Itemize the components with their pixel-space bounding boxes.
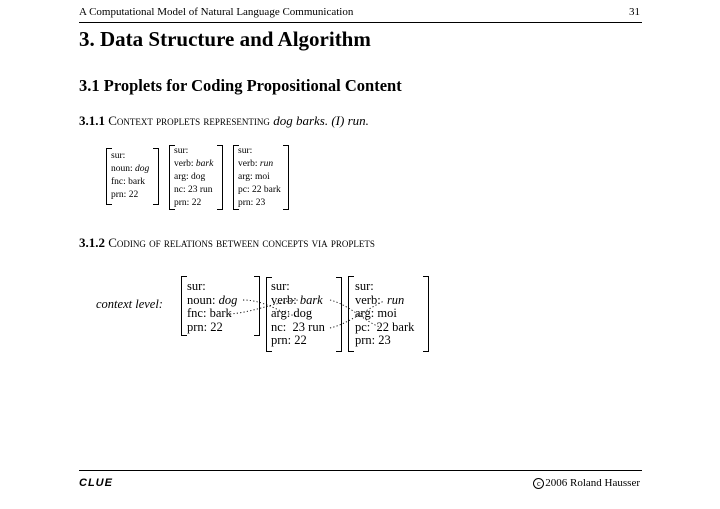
proplet-line: sur: — [355, 279, 374, 293]
proplet-line: sur: — [174, 146, 189, 156]
proplet-line: noun: dog — [111, 164, 150, 174]
subsubsection-text: Context proplets representing — [108, 113, 270, 128]
proplet-line: arg: dog — [174, 172, 206, 182]
running-header-title: A Computational Model of Natural Language Communication — [79, 6, 354, 18]
proplet-line: arg: moi — [355, 306, 397, 320]
subsubsection-number: 3.1.1 — [79, 113, 105, 128]
proplet-line: sur: — [238, 146, 253, 156]
proplet-line: prn: 22 — [187, 319, 223, 334]
proplet-line: verb: run — [355, 292, 405, 307]
proplet-line: verb: bark — [271, 292, 323, 307]
proplet-line: verb: run — [238, 159, 274, 169]
section-title: 3. Data Structure and Algorithm — [79, 27, 371, 51]
copyright-notice — [533, 477, 640, 489]
proplet-line: prn: 22 — [174, 198, 202, 208]
proplet-line: sur: — [111, 151, 126, 161]
link-noun-to-arg — [243, 300, 296, 316]
subsubsection-number: 3.1.2 — [79, 235, 105, 250]
context-level-label: context level: — [96, 297, 163, 311]
proplet-line: sur: — [187, 279, 206, 293]
proplet-line: sur: — [271, 279, 290, 293]
subsubsection-example: dog barks. (I) run. — [273, 113, 369, 128]
proplet-line: prn: 22 — [111, 190, 139, 200]
proplet-line: noun: dog — [187, 292, 238, 307]
footer-rule — [79, 470, 642, 471]
copyright-text: 2006 Roland Hausser — [545, 477, 640, 489]
link-verb-to-pc — [330, 300, 380, 327]
copyright-icon: c — [533, 478, 544, 489]
link-nc-to-verb — [330, 301, 384, 328]
proplet-line: prn: 23 — [355, 333, 391, 347]
proplet-line: nc: 23 run — [174, 185, 213, 195]
proplet-line: nc: 23 run — [271, 319, 325, 334]
link-fnc-to-verb — [230, 300, 298, 314]
proplet-line: arg: dog — [271, 306, 313, 320]
page-number: 31 — [629, 6, 640, 18]
clue-logo: CLUE — [79, 477, 113, 489]
proplet-line: fnc: bark — [187, 306, 232, 320]
proplet-line: arg: moi — [238, 172, 270, 182]
proplet-line: prn: 23 — [238, 198, 266, 208]
proplet-line: pc: 22 bark — [355, 319, 415, 334]
subsubsection-text: Coding of relations between concepts via proplets — [108, 235, 375, 250]
subsection-title: 3.1 Proplets for Coding Propositional Content — [79, 76, 402, 95]
proplet-line: fnc: bark — [111, 177, 146, 187]
proplet-line: prn: 22 — [271, 333, 307, 347]
proplet-line: verb: bark — [174, 159, 214, 169]
proplet-line: pc: 22 bark — [238, 185, 281, 195]
